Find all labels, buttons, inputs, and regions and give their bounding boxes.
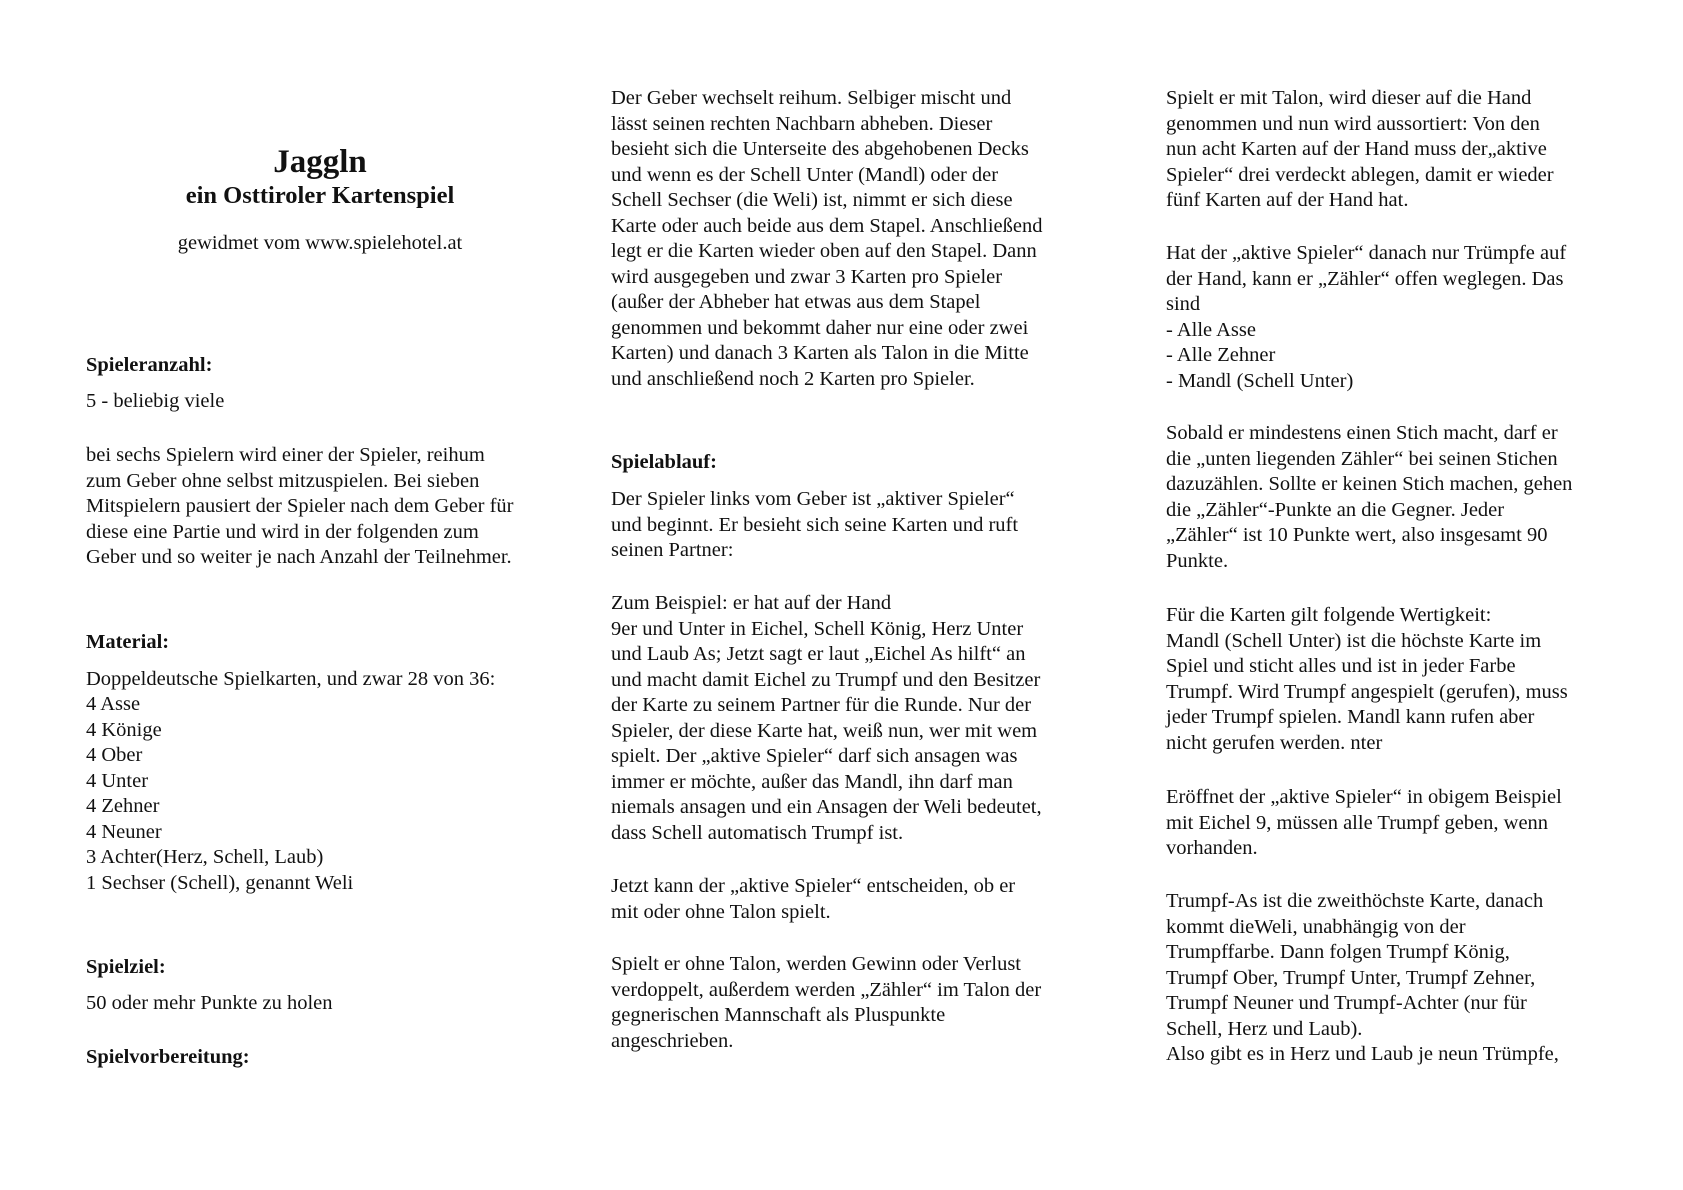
text-line: Spieler“ drei verdeckt ablegen, damit er wieder	[1166, 163, 1554, 186]
text-line: dazuzählen. Sollte er keinen Stich machen, gehen	[1166, 473, 1573, 495]
text-line: die „unten liegenden Zähler“ bei seinen Stichen	[1166, 447, 1558, 470]
text-line: - Mandl (Schell Unter)	[1166, 369, 1354, 392]
spielablauf-intro	[611, 487, 1091, 564]
text-line: Trumpf-As ist die zweithöchste Karte, danach	[1166, 890, 1544, 912]
text-line: Zum Beispiel: er hat auf der Hand	[611, 592, 892, 614]
text-line: nun acht Karten auf der Hand muss der„aktive	[1166, 138, 1547, 160]
text-line: und anschließend noch 2 Karten pro Spieler.	[611, 367, 975, 390]
text-line: Also gibt es in Herz und Laub je neun Trümpfe,	[1166, 1043, 1559, 1065]
text-line: Schell, Herz und Laub).	[1166, 1017, 1363, 1040]
text-line: Der Geber wechselt reihum. Selbiger mischt und	[611, 87, 1012, 109]
text-line: diese eine Partie und wird in der folgenden zum	[86, 520, 479, 543]
text-line: Trumpffarbe. Dann folgen Trumpf König,	[1166, 941, 1510, 963]
text-line: und beginnt. Er besieht sich seine Karten und ruft	[611, 513, 1019, 536]
text-line: der Karte zu seinem Partner für die Runde. Nur der	[611, 694, 1032, 716]
ohne-talon-paragraph	[611, 952, 1091, 1054]
text-line: Punkte.	[1166, 549, 1229, 572]
text-line: Schell Sechser (die Weli) ist, nimmt er sich diese	[611, 189, 1013, 211]
text-line: Trumpf Ober, Trumpf Unter, Trumpf Zehner,	[1166, 966, 1536, 989]
text-line: Sobald er mindestens einen Stich macht, darf er	[1166, 422, 1558, 444]
text-line: niemals ansagen und ein Ansagen der Weli bedeutet,	[611, 796, 1042, 818]
text-line: nicht gerufen werden. nter	[1166, 731, 1383, 754]
text-line: 4 Unter	[86, 769, 149, 792]
text-line: (außer der Abheber hat etwas aus dem Stapel	[611, 291, 981, 313]
entscheidung-paragraph	[611, 874, 1091, 925]
text-line: wird ausgegeben und zwar 3 Karten pro Spieler	[611, 265, 1003, 288]
text-line: und Laub As; Jetzt sagt er laut „Eichel As hilft“ an	[611, 643, 1026, 665]
text-line: lässt seinen rechten Nachbarn abheben. Dieser	[611, 112, 993, 135]
mit-talon-paragraph	[1166, 86, 1646, 214]
text-line: vorhanden.	[1166, 837, 1258, 859]
text-line: besieht sich die Unterseite des abgehobenen Decks	[611, 138, 1029, 160]
text-line: Spieler, der diese Karte hat, weiß nun, wer mit wem	[611, 719, 1038, 742]
text-line: legt er die Karten wieder oben auf den Stapel. Dann	[611, 240, 1037, 262]
text-line: Eröffnet der „aktive Spieler“ in obigem Beispiel	[1166, 786, 1562, 808]
text-line: gegnerischen Mannschaft als Pluspunkte	[611, 1004, 946, 1026]
text-line: Mitspielern pausiert der Spieler nach dem Geber für	[86, 495, 514, 517]
text-line: - Alle Zehner	[1166, 344, 1276, 366]
vorbereitung-paragraph	[611, 86, 1091, 392]
wertigkeit-paragraph	[1166, 603, 1646, 756]
text-line: kommt dieWeli, unabhängig von der	[1166, 915, 1466, 938]
text-line: dass Schell automatisch Trumpf ist.	[611, 821, 904, 844]
text-line: seinen Partner:	[611, 539, 734, 561]
text-line: 4 Könige	[86, 718, 162, 741]
text-line: - Alle Asse	[1166, 318, 1256, 341]
text-line: Spielt er mit Talon, wird dieser auf die Hand	[1166, 87, 1532, 109]
text-line: Trumpf Neuner und Trumpf-Achter (nur für	[1166, 992, 1527, 1014]
text-line: zum Geber ohne selbst mitzuspielen. Bei sieben	[86, 469, 480, 492]
text-line: Spielt er ohne Talon, werden Gewinn oder Verlust	[611, 953, 1021, 975]
text-line: genommen und bekommt daher nur eine oder zwei	[611, 316, 1029, 339]
text-line: 4 Zehner	[86, 795, 160, 817]
beispiel-paragraph	[611, 591, 1091, 846]
heading-material: Material:	[86, 631, 170, 653]
text-line: 4 Neuner	[86, 820, 162, 843]
text-line: und wenn es der Schell Unter (Mandl) oder der	[611, 163, 999, 186]
text-line: angeschrieben.	[611, 1029, 734, 1052]
document-subtitle: ein Osttiroler Kartenspiel	[185, 182, 455, 209]
text-line: jeder Trumpf spielen. Mandl kann rufen aber	[1166, 706, 1535, 728]
text-line: Hat der „aktive Spieler“ danach nur Trümpfe auf	[1166, 242, 1567, 264]
text-line: mit Eichel 9, müssen alle Trumpf geben, wenn	[1166, 811, 1549, 834]
zaehler-paragraph	[1166, 241, 1646, 394]
heading-spielziel: Spielziel:	[86, 956, 166, 978]
spielziel-value: 50 oder mehr Punkte zu holen	[86, 992, 333, 1014]
text-line: Geber und so weiter je nach Anzahl der Teilnehmer.	[86, 546, 512, 568]
text-line: Für die Karten gilt folgende Wertigkeit:	[1166, 604, 1492, 626]
text-line: Spiel und sticht alles und ist in jeder Farbe	[1166, 655, 1516, 677]
text-line: Jetzt kann der „aktive Spieler“ entscheiden, ob er	[611, 875, 1016, 897]
text-line: verdoppelt, außerdem werden „Zähler“ im Talon der	[611, 978, 1042, 1001]
text-line: genommen und nun wird aussortiert: Von den	[1166, 112, 1540, 135]
text-line: bei sechs Spielern wird einer der Spieler, reihum	[86, 444, 485, 466]
document-title: Jaggln	[273, 144, 367, 180]
heading-spielablauf: Spielablauf:	[611, 451, 717, 473]
text-line: spielt. Der „aktive Spieler“ darf sich ansagen was	[611, 745, 1018, 767]
text-line: Karten) und danach 3 Karten als Talon in die Mitte	[611, 342, 1029, 364]
title-block	[86, 143, 554, 256]
text-line: Trumpf. Wird Trumpf angespielt (gerufen), muss	[1166, 680, 1568, 703]
heading-spieleranzahl: Spieleranzahl:	[86, 354, 213, 376]
text-line: der Hand, kann er „Zähler“ offen weglegen. Das	[1166, 267, 1564, 290]
dedication: gewidmet vom www.spielehotel.at	[177, 232, 463, 254]
heading-spielvorbereitung: Spielvorbereitung:	[86, 1046, 250, 1068]
text-line: Der Spieler links vom Geber ist „aktiver Spieler“	[611, 488, 1015, 510]
spieleranzahl-note	[86, 443, 566, 571]
text-line: die „Zähler“-Punkte an die Gegner. Jeder	[1166, 498, 1505, 521]
text-line: 4 Ober	[86, 744, 143, 766]
text-line: „Zähler“ ist 10 Punkte wert, also insgesamt 90	[1166, 524, 1548, 546]
rangfolge-paragraph	[1166, 889, 1646, 1068]
text-line: Karte oder auch beide aus dem Stapel. Anschließend	[611, 214, 1043, 237]
spieleranzahl-value: 5 - beliebig viele	[86, 390, 225, 412]
text-line: Mandl (Schell Unter) ist die höchste Karte im	[1166, 629, 1542, 652]
text-line: und macht damit Eichel zu Trumpf und den Besitzer	[611, 668, 1041, 691]
text-line: mit oder ohne Talon spielt.	[611, 900, 831, 923]
text-line: 1 Sechser (Schell), genannt Weli	[86, 871, 354, 894]
material-list	[86, 692, 566, 896]
text-line: 4 Asse	[86, 693, 141, 715]
text-line: fünf Karten auf der Hand hat.	[1166, 189, 1409, 211]
stich-paragraph	[1166, 421, 1646, 574]
eroeffnung-paragraph	[1166, 785, 1646, 862]
text-line: 3 Achter(Herz, Schell, Laub)	[86, 846, 324, 868]
text-line: immer er möchte, außer das Mandl, ihn darf man	[611, 770, 1013, 793]
text-line: 9er und Unter in Eichel, Schell König, Herz Unter	[611, 617, 1024, 640]
text-line: sind	[1166, 293, 1201, 315]
material-intro: Doppeldeutsche Spielkarten, und zwar 28 von 36:	[86, 668, 496, 690]
